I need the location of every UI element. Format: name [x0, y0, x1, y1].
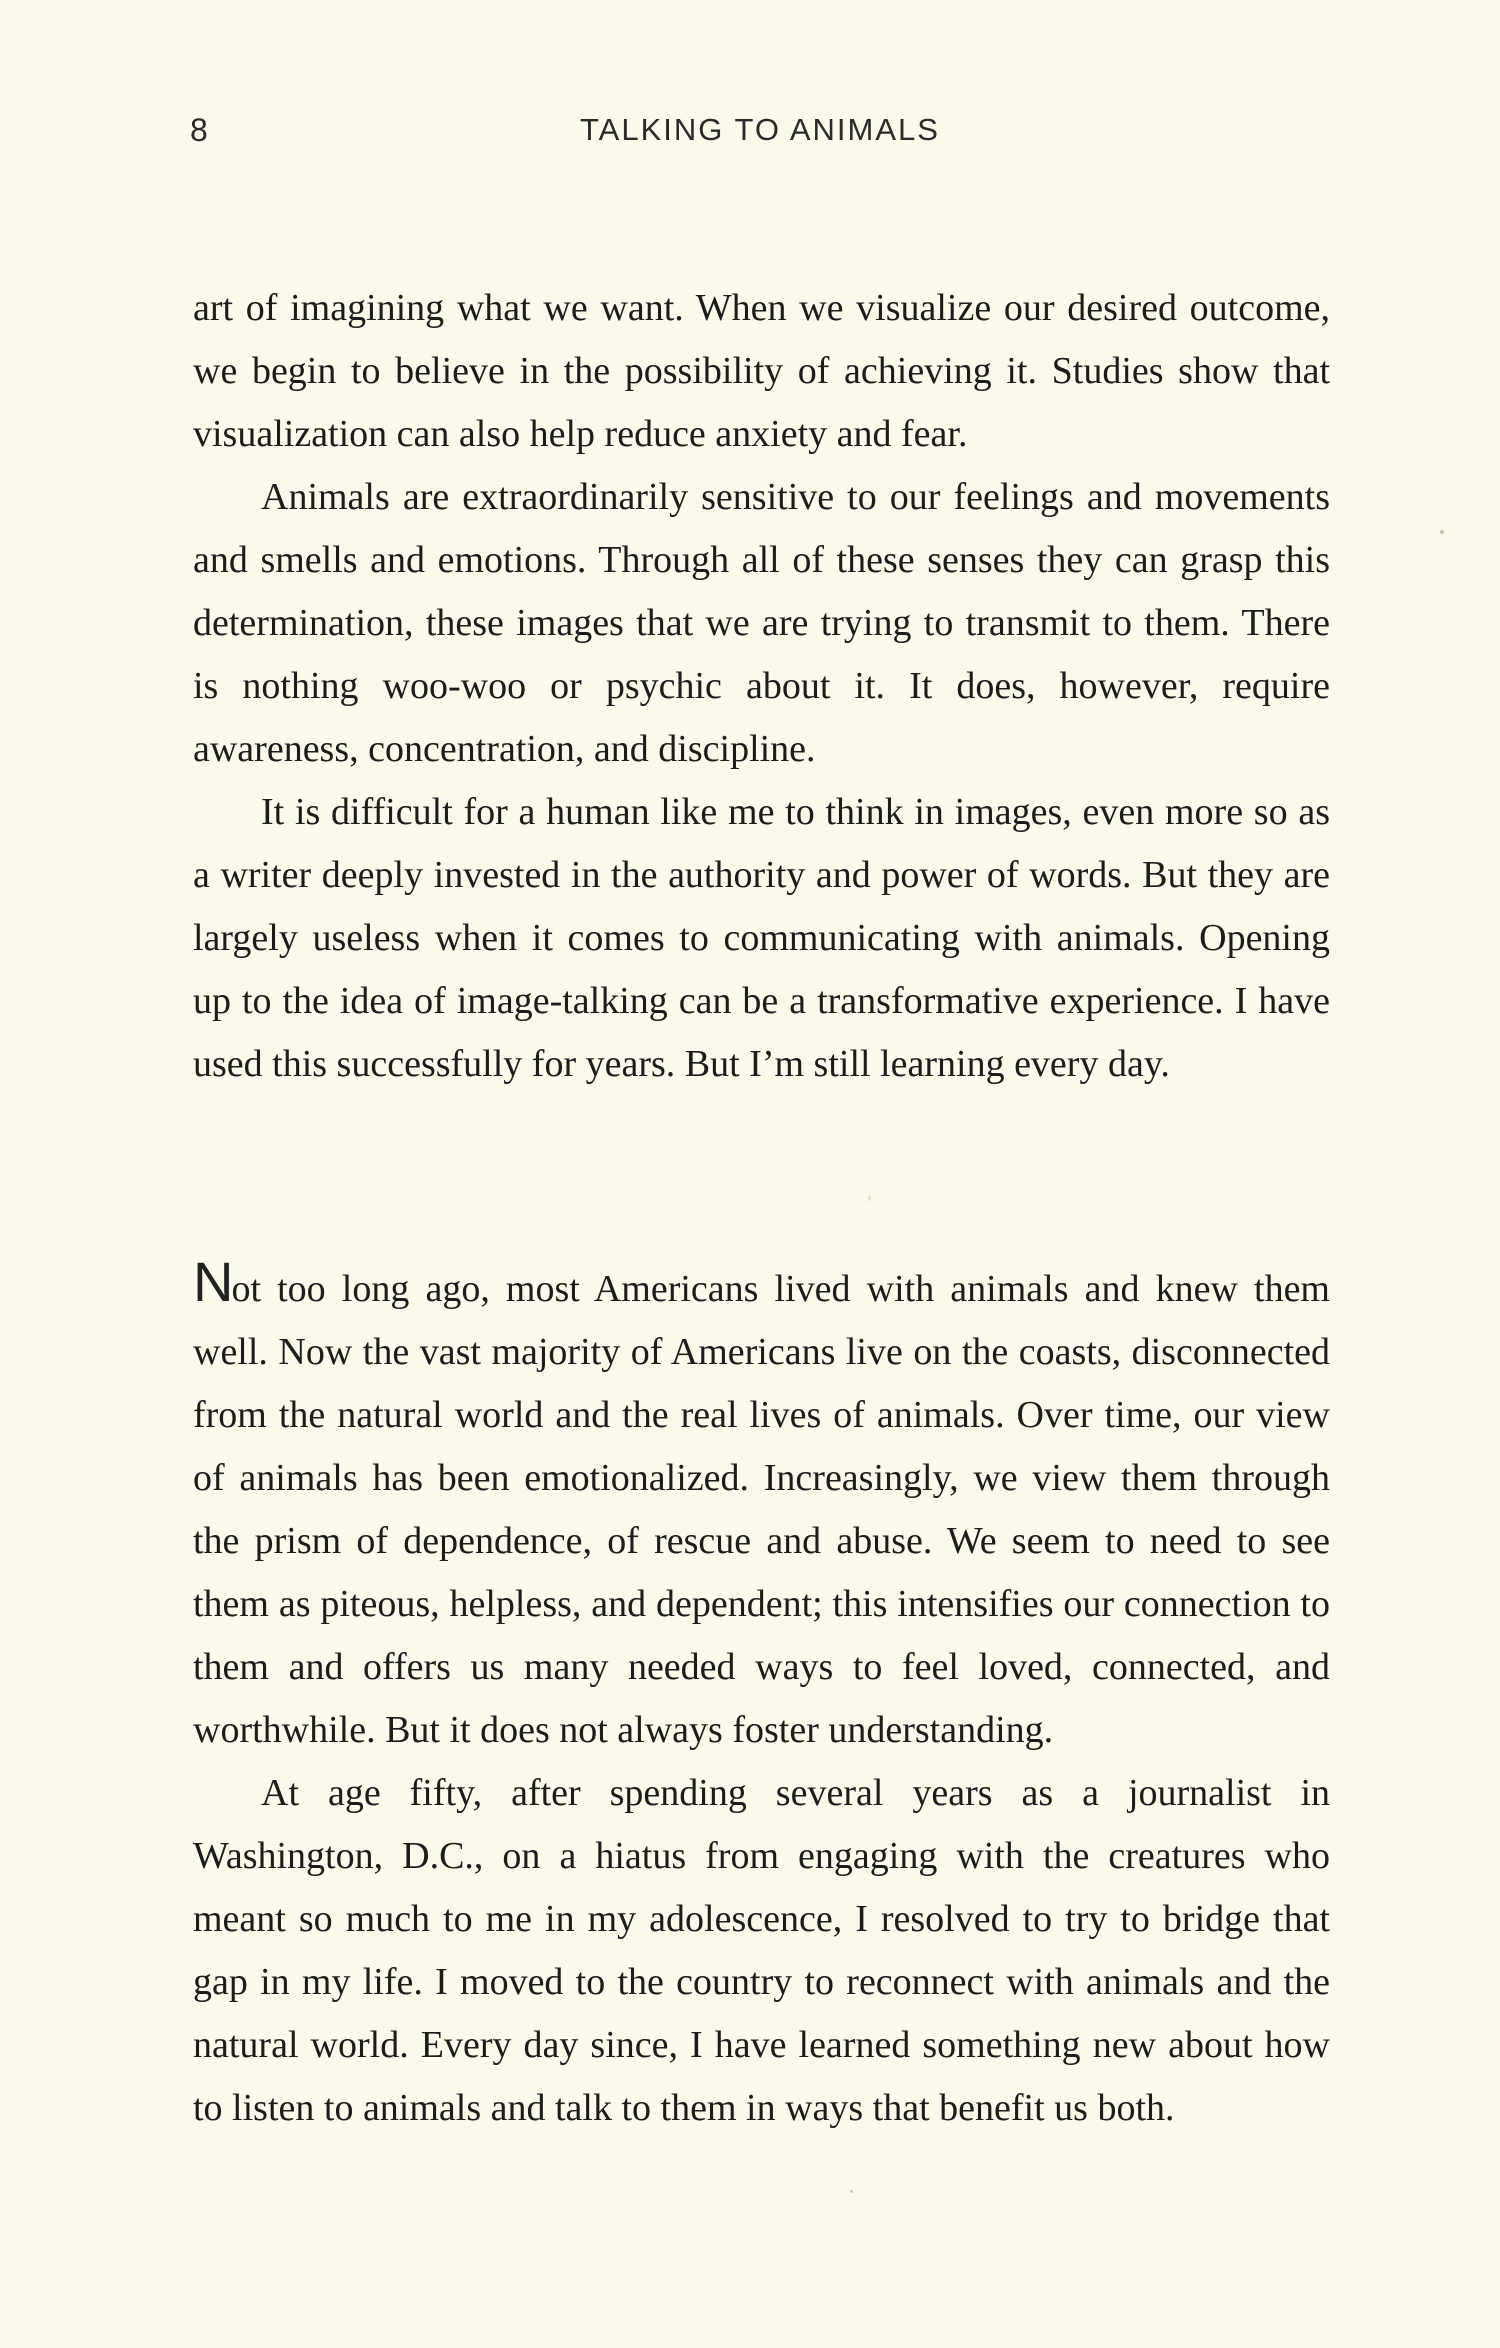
running-title: TALKING TO ANIMALS [580, 112, 940, 147]
section-two [193, 1250, 1330, 2140]
opening-paragraph-text: ot too long ago, most Americans lived with animals and knew them well. Now the vast majority of Americans live on the coasts, disconnected from the natural world and the real lives of animals. Over time, our view of animals has been emotionalized. Increasingly, we view them through the prism of dependence, of rescue and abuse. We seem to need to see them as piteous, helpless, and dependent; this intensifies our connection to them and offers us many needed ways to feel loved, connected, and worthwhile. But it does not always foster understanding. [193, 1268, 1330, 1751]
paper-speck [850, 2190, 853, 2193]
paragraph: At age fifty, after spending several years as a journalist in Washington, D.C., on a hiatus from engaging with the creatures who meant so much to me in my adolescence, I resolved to try to bridge that gap in my life. I moved to the country to reconnect with animals and the natural world. Every day since, I have learned something new about how to listen to animals and talk to them in ways that benefit us both. [193, 1772, 1330, 2129]
paper-speck [868, 1195, 871, 1201]
paragraph-continued: art of imagining what we want. When we visualize our desired outcome, we begin to believe in the possibility of achieving it. Studies show that visualization can also help reduce anxiety and fear. [193, 287, 1330, 455]
section-one [193, 277, 1330, 1096]
paragraph: It is difficult for a human like me to think in images, even more so as a writer deeply invested in the authority and power of words. But they are largely useless when it comes to communicating with animals. Opening up to the idea of image-talking can be a transformative experience. I have used this successfully for years. But I’m still learning every day. [193, 791, 1330, 1085]
page-number: 8 [190, 112, 209, 148]
drop-cap: N [193, 1250, 232, 1313]
section-opening-paragraph [193, 1250, 1330, 1762]
running-head [190, 112, 1330, 162]
paragraph: Animals are extraordinarily sensitive to our feelings and movements and smells and emotions. Through all of these senses they can grasp this determination, these images that we are trying to transmit to them. There is nothing woo-woo or psychic about it. It does, however, require awareness, concentration, and discipline. [193, 476, 1330, 770]
paper-speck [1440, 530, 1444, 534]
